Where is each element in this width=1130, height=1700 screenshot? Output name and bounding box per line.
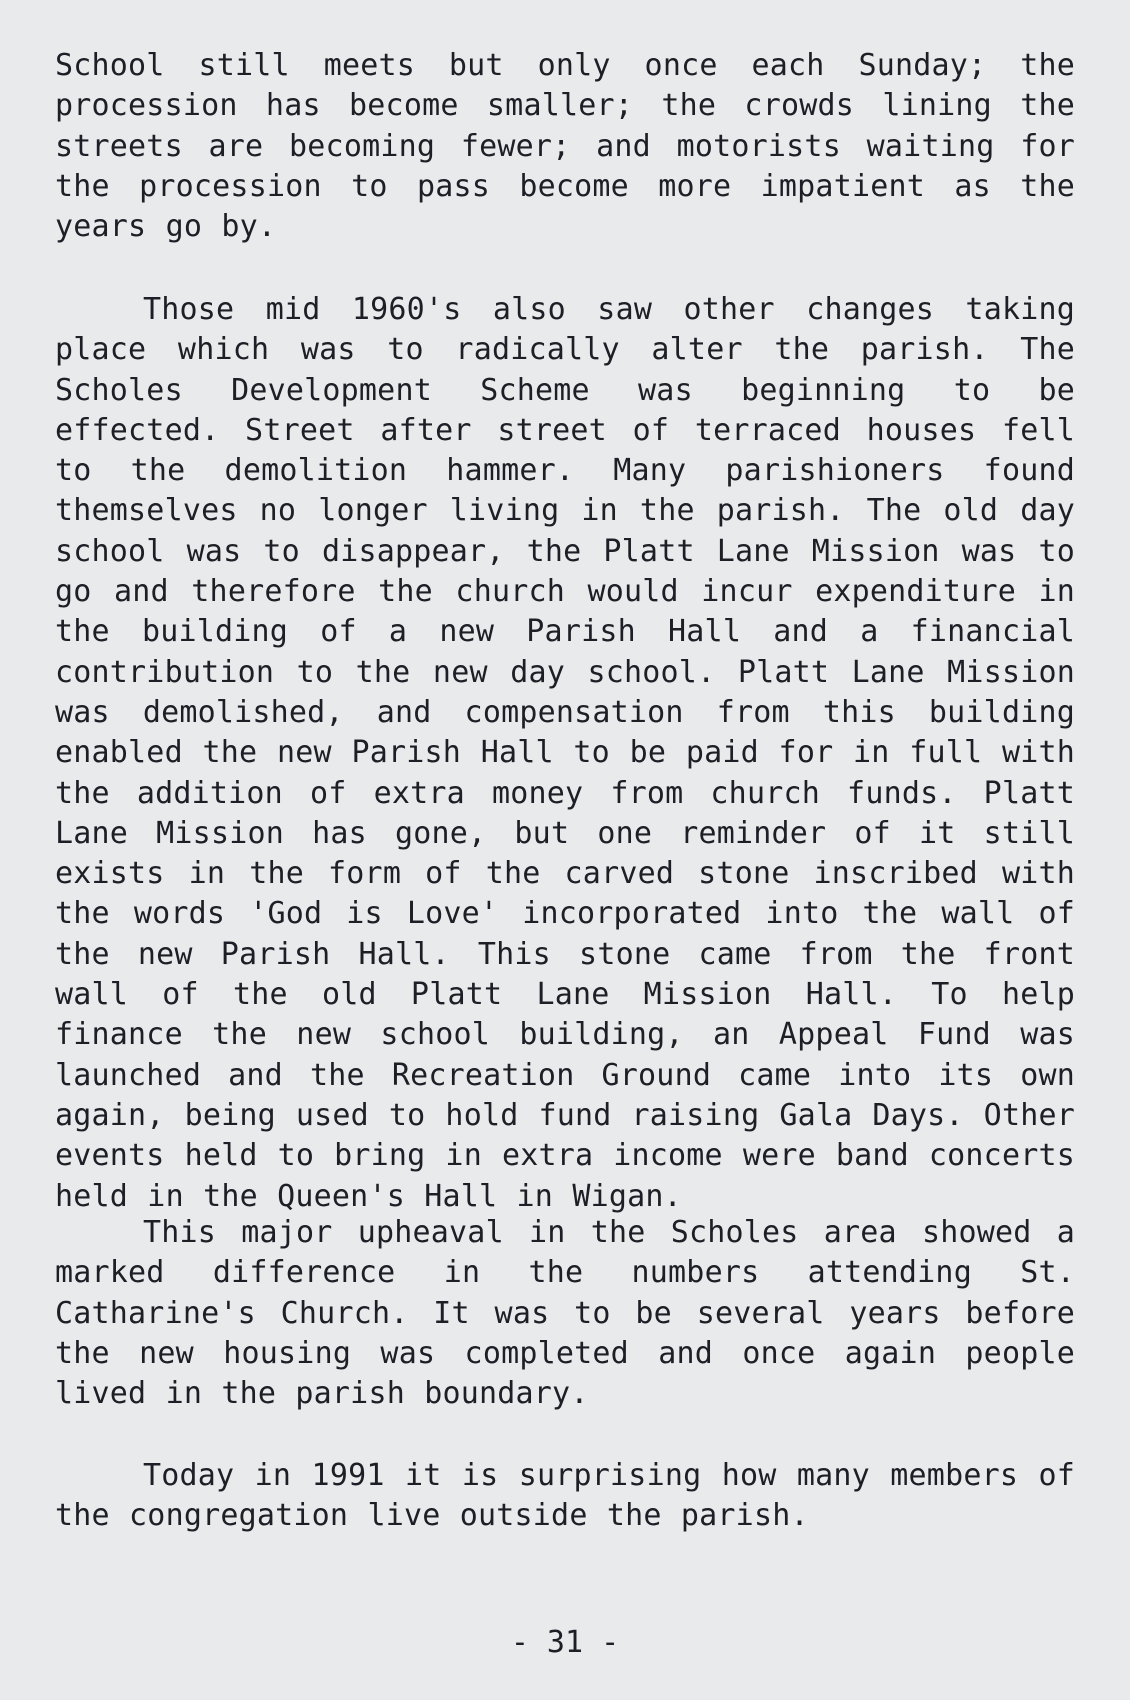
- paragraph-4: Today in 1991 it is surprising how many members of the congregation live outside the parish.: [55, 1458, 1075, 1534]
- paragraph-3: This major upheaval in the Scholes area showed a marked difference in the numbers attending St. Catharine's Church. It was to be several years before the new housing was completed and once again people lived in the parish boundary.: [55, 1215, 1075, 1412]
- paragraph-2: Those mid 1960's also saw other changes taking place which was to radically alter the parish. The Scholes Development Scheme was beginning to be effected. Street after street of terraced houses fell to the demolition hammer. Many parishioners found themselves no longer living in the parish. The old day school was to disappear, the Platt Lane Mission was to go and therefore the church would incur expenditure in the building of a new Parish Hall and a financial contribution to the new day school. Platt Lane Mission was demolished, and compensation from this building enabled the new Parish Hall to be paid for in full with the addition of extra money from church funds. Platt Lane Mission has gone, but one reminder of it still exists in the form of the carved stone inscribed with the words 'God is Love' incorporated into the wall of the new Parish Hall. This stone came from the front wall of the old Platt Lane Mission Hall. To help finance the new school building, an Appeal Fund was launched and the Recreation Ground came into its own again, being used to hold fund raising Gala Days. Other events held to bring in extra income were band concerts held in the Queen's Hall in Wigan.: [55, 292, 1075, 1214]
- paragraph-1: School still meets but only once each Sunday; the procession has become smaller; the crowds lining the streets are becoming fewer; and motorists waiting for the procession to pass become more impatient as the years go by.: [55, 48, 1075, 245]
- page-number: - 31 -: [510, 1625, 620, 1660]
